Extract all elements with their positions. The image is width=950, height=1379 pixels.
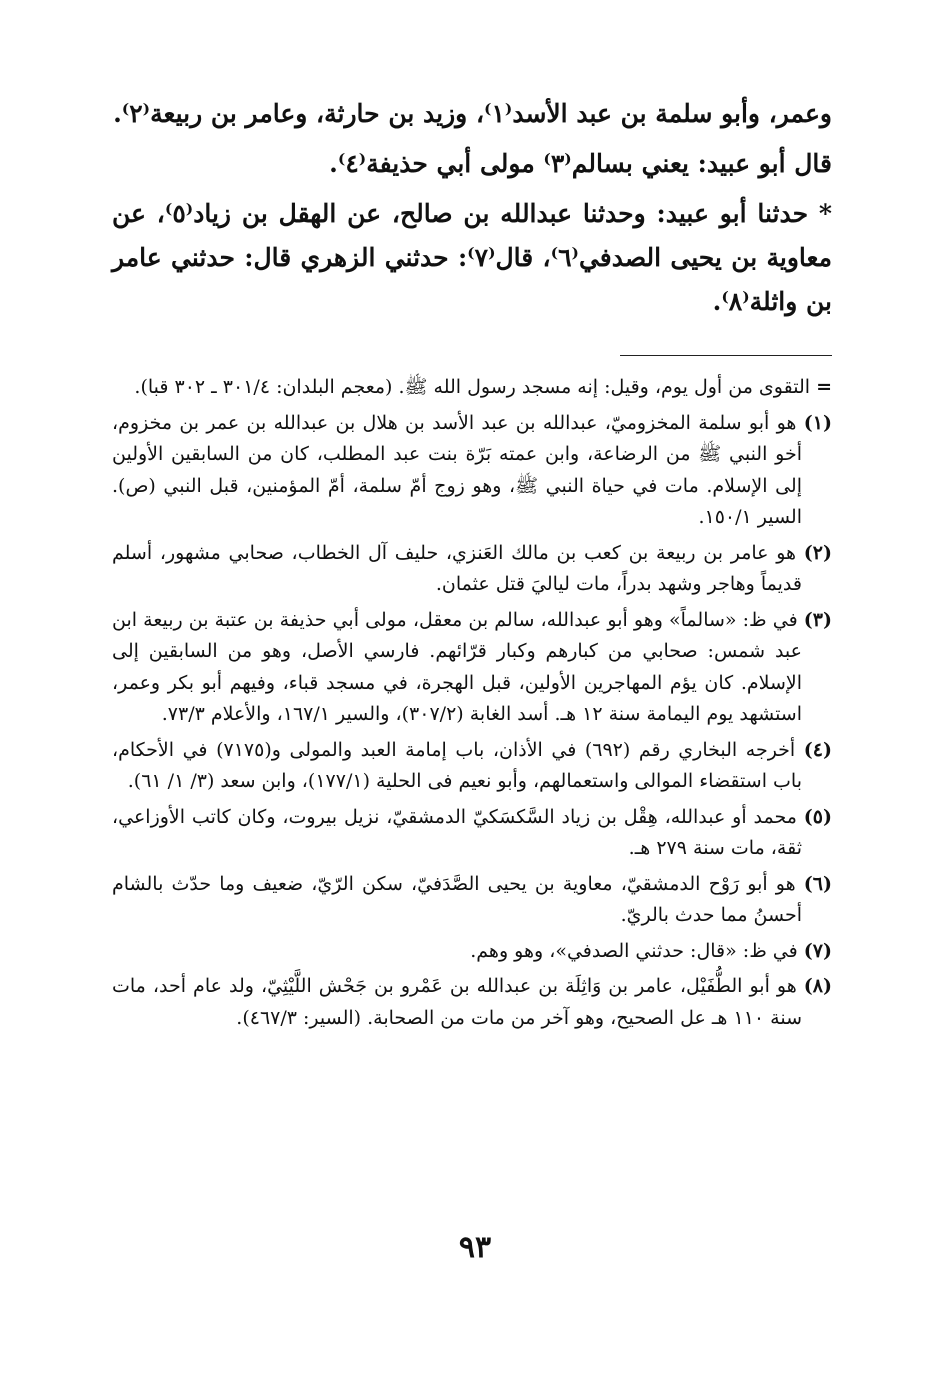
footnote-8 bbox=[112, 971, 832, 1034]
footnote-5 bbox=[112, 802, 832, 865]
footnote-number: (١) bbox=[803, 411, 832, 434]
footnote-7 bbox=[112, 936, 832, 968]
footnote-continuation bbox=[112, 372, 832, 404]
footnote-6 bbox=[112, 869, 832, 932]
footnote-text: في ظ: «قال: حدثني الصدفي»، وهو وهم. bbox=[470, 939, 798, 962]
footnote-text: هو عامر بن ربيعة بن كعب بن مالك العَنزي، حليف آل الخطاب، صحابي مشهور، أسلم قديماً وهاجر وشهد بدراً، مات لياليَ قتل عثمان. bbox=[112, 541, 802, 595]
main-paragraph-1: وعمر، وأبو سلمة بن عبد الأسد⁽١⁾، وزيد بن حارثة، وعامر بن ربيعة⁽٢⁾. bbox=[113, 99, 832, 128]
footnote-2 bbox=[112, 538, 832, 601]
footnote-text: التقوى من أول يوم، وقيل: إنه مسجد رسول الله ﷺ. (معجم البلدان: ٣٠١/٤ ـ ٣٠٢ قبا). bbox=[134, 376, 811, 398]
footnote-text: في ظ: «سالماً» وهو أبو عبدالله، سالم بن معقل، مولى أبي حذيفة بن عتبة بن ربيعة ابن عبد شمس: صحابي من كبارهم وكبار قرّائهم. فارسي الأصل، وهو من السابقين إلى الإسلام. كان يؤم المهاجرين الأولين، قبل الهجرة، في مسجد قباء، وفيهم أبو بكر وعمر، استشهد يوم اليمامة سنة ١٢ هـ. أسد الغابة (٣٠٧/٢)، والسير ١٦٧/١، والأعلام ٧٣/٣. bbox=[112, 608, 802, 725]
footnote-number: (٣) bbox=[803, 608, 832, 631]
footnote-number: (٥) bbox=[803, 805, 832, 828]
page-number: ٩٣ bbox=[458, 1230, 492, 1265]
footnote-text: هو أبو رَوْح الدمشقيّ، معاوية بن يحيى الصَّدَفيّ، سكن الرّيّ، ضعيف وما حدّث بالشام أحسنُ مما حدث بالريّ. bbox=[112, 872, 802, 926]
main-paragraph-3: * حدثنا أبو عبيد: وحدثنا عبدالله بن صالح، عن الهقل بن زياد⁽٥⁾، عن معاوية بن يحيى الصدفي⁽٦⁾، قال⁽٧⁾: حدثني الزهري قال: حدثني عامر بن واثلة⁽٨⁾. bbox=[112, 199, 832, 316]
footnote-4 bbox=[112, 735, 832, 798]
footnote-text: هو أبو الطُّفَيْل، عامر بن وَاثِلَة بن عبدالله بن عَمْرو بن جَحْش اللَّيْثِيّ، ولد عام أحد، مات سنة ١١٠ هـ عل الصحيح، وهو آخر من مات من الصحابة. (السير: ٤٦٧/٣). bbox=[112, 975, 802, 1029]
footnote-marker: = bbox=[816, 376, 832, 398]
footnotes bbox=[112, 372, 832, 1038]
footnote-number: (٦) bbox=[803, 872, 832, 895]
footnote-separator bbox=[620, 355, 832, 356]
footnote-3 bbox=[112, 605, 832, 731]
footnote-number: (٢) bbox=[803, 541, 832, 564]
footnote-text: أخرجه البخاري رقم (٦٩٢) في الأذان، باب إمامة العبد والمولى و(٧١٧٥) في الأحكام، باب استقضاء الموالى واستعمالهم، وأبو نعيم فى الحلية (١٧٧/١)، وابن سعد (٣/ ١/ ٦١). bbox=[112, 738, 802, 792]
footnote-number: (٤) bbox=[803, 738, 832, 761]
footnote-text: هو أبو سلمة المخزوميّ، عبدالله بن عبد الأسد بن هلال بن عبدالله بن عمر بن مخزوم، أخو النبي ﷺ من الرضاعة، وابن عمته بَرّة بنت عبد المطلب، كان من السابقين الأولين إلى الإسلام. مات في حياة النبي ﷺ، وهو زوج أمّ سلمة، أمّ المؤمنين، قبل النبي (ص). السير ١٥٠/١. bbox=[112, 411, 802, 528]
main-paragraph-2: قال أبو عبيد: يعني بسالم⁽٣⁾ مولى أبي حذيفة⁽٤⁾. bbox=[329, 149, 832, 178]
footnote-number: (٧) bbox=[803, 939, 832, 962]
footnote-text: محمد أو عبدالله، هِقْل بن زياد السَّكسَكيّ الدمشقيّ، نزيل بيروت، وكان كاتب الأوزاعي، ثقة، مات سنة ٢٧٩ هـ. bbox=[112, 805, 802, 859]
main-text bbox=[112, 92, 832, 324]
footnote-number: (٨) bbox=[803, 975, 832, 997]
footnote-1 bbox=[112, 408, 832, 534]
